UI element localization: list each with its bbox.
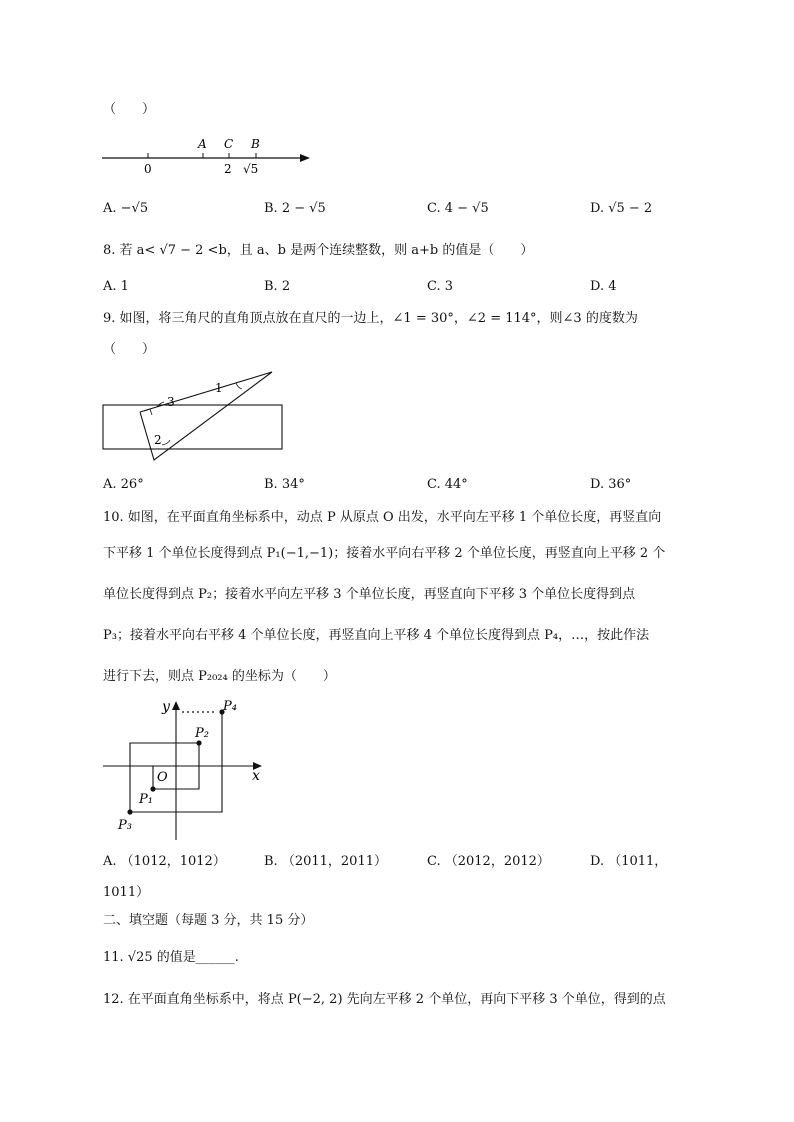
q7-option-d[interactable]: D. √5 − 2	[590, 201, 653, 216]
q12-stem: 12. 在平面直角坐标系中，将点 P(−2, 2) 先向左平移 2 个单位，再向下平移 3 个单位，得到的点	[103, 992, 666, 1007]
q10-coordinate-figure	[96, 693, 276, 843]
q7-option-b[interactable]: B. 2 − √5	[264, 201, 326, 216]
nl-label-2: 2	[224, 162, 232, 176]
q9-ruler-triangle-figure	[96, 365, 296, 465]
q8-option-d[interactable]: D. 4	[590, 279, 617, 294]
q9-option-d[interactable]: D. 36°	[590, 477, 632, 492]
nl-label-A: A	[198, 137, 207, 151]
axis-y-label: y	[162, 699, 170, 715]
point-p4-label: P₄	[223, 699, 237, 714]
q7-option-a[interactable]: A. −√5	[103, 201, 149, 216]
q9-answer-paren: （ ）	[103, 342, 156, 357]
q11-stem: 11. √25 的值是______.	[103, 950, 239, 965]
q10-line-2: 下平移 1 个单位长度得到点 P₁(−1,−1)；接着水平向右平移 2 个单位长度，再竖直向上平移 2 个	[103, 546, 666, 561]
q10-line-1: 10. 如图，在平面直角坐标系中，动点 P 从原点 O 出发，水平向左平移 1 个单位长度，再竖直向	[103, 510, 662, 525]
axis-x-label: x	[252, 768, 260, 784]
q10-option-c[interactable]: C. （2012，2012）	[427, 854, 550, 869]
q8-option-a[interactable]: A. 1	[103, 279, 129, 294]
point-p3-label: P₃	[118, 818, 132, 833]
angle-2-label: 2	[154, 433, 162, 447]
q9-option-c[interactable]: C. 44°	[427, 477, 468, 492]
q7-answer-paren: （ ）	[103, 102, 156, 117]
q8-option-c[interactable]: C. 3	[427, 279, 454, 294]
q9-option-b[interactable]: B. 34°	[264, 477, 305, 492]
q10-option-b[interactable]: B. （2011，2011）	[264, 854, 387, 869]
q10-option-d[interactable]: D. （1011，	[590, 854, 668, 869]
point-p2-label: P₂	[195, 726, 209, 741]
q10-option-d-continued: 1011）	[103, 885, 150, 900]
point-p1-label: P₁	[139, 792, 153, 807]
q8-option-b[interactable]: B. 2	[264, 279, 291, 294]
nl-label-sqrt5: √5	[243, 162, 259, 176]
angle-1-label: 1	[215, 381, 223, 395]
q8-stem: 8. 若 a< √7 − 2 <b，且 a、b 是两个连续整数，则 a+b 的值是（ ）	[103, 243, 534, 258]
q7-number-line	[96, 130, 316, 178]
q7-option-c[interactable]: C. 4 − √5	[427, 201, 489, 216]
angle-3-label: 3	[167, 395, 175, 409]
q10-option-a[interactable]: A. （1012，1012）	[103, 854, 226, 869]
q10-line-3: 单位长度得到点 P₂；接着水平向左平移 3 个单位长度，再竖直向下平移 3 个单位长度得到点	[103, 587, 636, 602]
origin-label: O	[157, 770, 168, 785]
nl-label-C: C	[224, 137, 234, 151]
q10-line-5: 进行下去，则点 P₂₀₂₄ 的坐标为（ ）	[103, 669, 336, 684]
q9-stem: 9. 如图，将三角尺的直角顶点放在直尺的一边上，∠1 = 30°，∠2 = 114°，则∠3 的度数为	[103, 311, 638, 326]
nl-label-B: B	[251, 137, 260, 151]
q9-option-a[interactable]: A. 26°	[103, 477, 144, 492]
section-2-title: 二、填空题（每题 3 分，共 15 分）	[103, 913, 314, 928]
nl-label-0: 0	[144, 162, 152, 176]
q10-line-4: P₃；接着水平向右平移 4 个单位长度，再竖直向上平移 4 个单位长度得到点 P₄，…，按此作法	[103, 628, 650, 643]
